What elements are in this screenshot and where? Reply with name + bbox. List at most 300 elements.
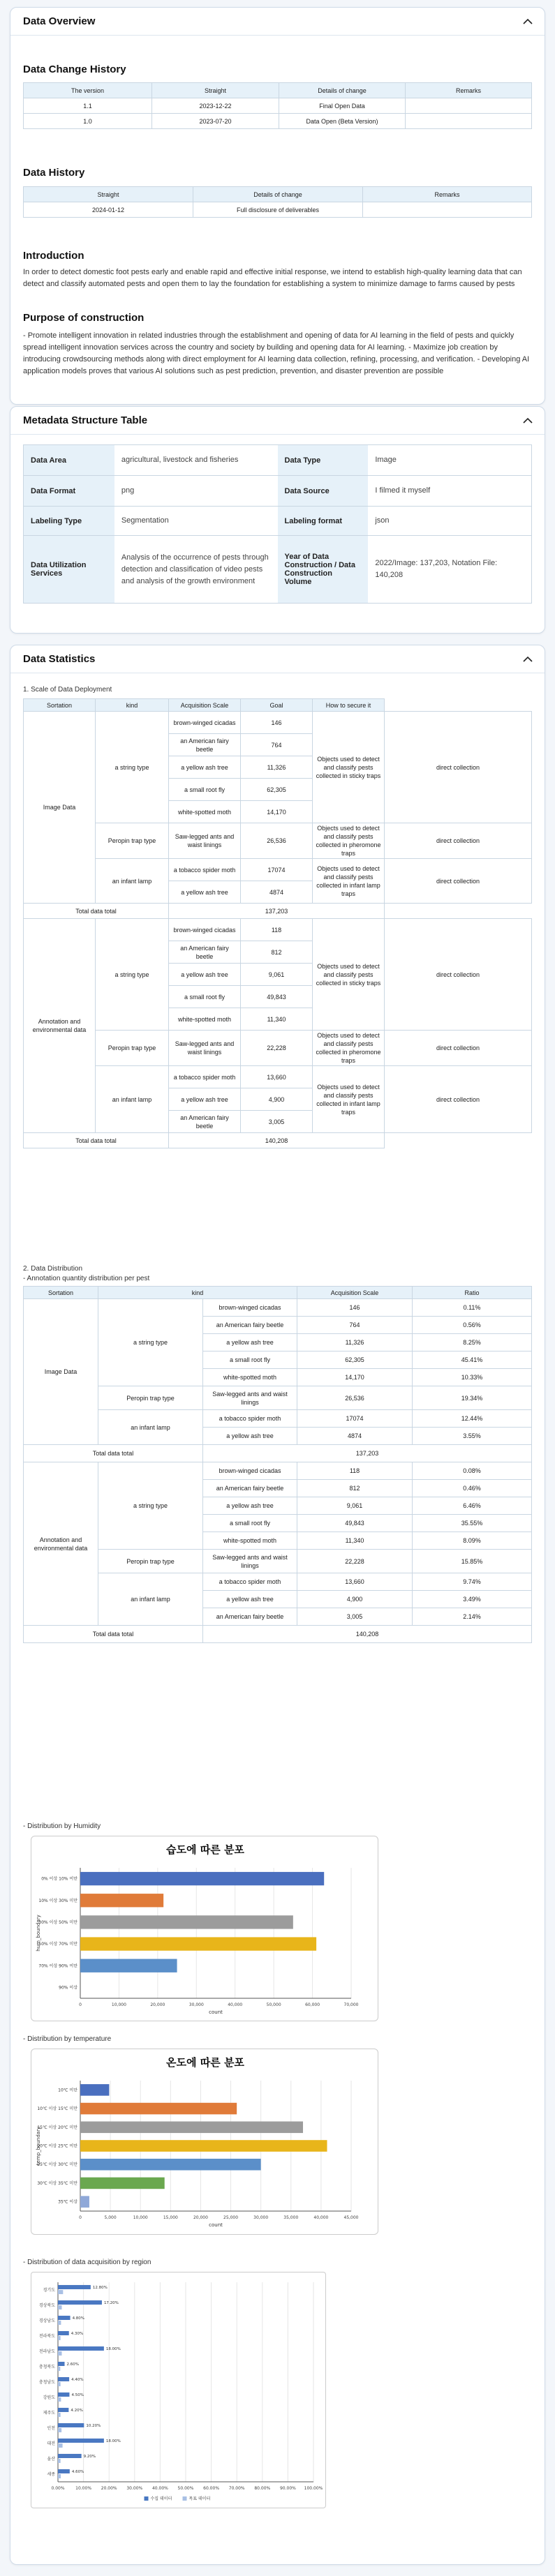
cell: an infant lamp (96, 1066, 169, 1133)
cell: 1.1 (24, 98, 152, 114)
bar (80, 2103, 237, 2115)
chevron-up-icon[interactable] (522, 654, 533, 665)
data-label: 18.00% (105, 2347, 121, 2351)
data-label: 4.40% (71, 2378, 84, 2382)
statistics-header[interactable] (10, 645, 545, 673)
y-tick-label: 90% 이상 (59, 1985, 77, 1991)
legend-label: 목표 데이터 (188, 2496, 211, 2501)
distribution-table (23, 1286, 532, 1643)
distribution-subheading: - Annotation quantity distribution per pest (23, 1275, 150, 1282)
cell: a yellow ash tree (169, 756, 241, 779)
bar (80, 2159, 261, 2171)
y-tick-label: 경상북도 (38, 2303, 55, 2308)
meta-key: Labeling Type (24, 507, 114, 535)
y-tick-label: 30℃ 이상 35℃ 미만 (37, 2180, 77, 2186)
cell: 137,203 (169, 904, 385, 919)
x-tick-label: 0.00% (51, 2486, 65, 2491)
x-tick-label: 30,000 (253, 2215, 269, 2220)
cell: 9.74% (413, 1573, 532, 1591)
cell: Objects used to detect and classify pests collected in sticky traps (313, 919, 385, 1031)
meta-key: Data Area (24, 445, 114, 475)
cell: Total data total (24, 1133, 169, 1148)
change-history-table (23, 82, 532, 129)
x-tick-label: 20,000 (150, 2002, 165, 2007)
bar (58, 2321, 61, 2325)
cell: 4,900 (297, 1591, 413, 1608)
table-row (24, 1410, 532, 1428)
cell: Total data total (24, 904, 169, 919)
humidity-chart-box (31, 1836, 378, 2021)
cell: Saw-legged ants and waist linings (169, 823, 241, 859)
cell: Goal (241, 699, 313, 712)
cell: a tobacco spider moth (169, 1066, 241, 1088)
x-tick-label: 60,000 (305, 2002, 320, 2007)
table-row (24, 1573, 532, 1591)
cell: 2.14% (413, 1608, 532, 1626)
cell: a yellow ash tree (203, 1428, 297, 1445)
y-tick-label: 25℃ 이상 30℃ 미만 (37, 2162, 77, 2168)
humidity-chart (31, 1836, 379, 2022)
cell: 140,208 (203, 1626, 532, 1643)
meta-key: Data Format (24, 476, 114, 506)
cell: a yellow ash tree (169, 881, 241, 904)
y-tick-label: 강원도 (43, 2395, 55, 2400)
y-tick-label: 충청북도 (38, 2365, 55, 2369)
cell: direct collection (385, 712, 532, 823)
cell: 10.33% (413, 1369, 532, 1386)
y-tick-label: 전라북도 (38, 2334, 55, 2339)
data-label: 4.80% (72, 2316, 85, 2321)
table-row (24, 1299, 532, 1317)
cell: 11,340 (297, 1532, 413, 1550)
cell: a small root fly (203, 1351, 297, 1369)
x-tick-label: 0 (79, 2002, 82, 2007)
bar (80, 1959, 177, 1972)
x-tick-label: 80.00% (254, 2486, 271, 2491)
y-tick-label: 제주도 (43, 2411, 55, 2416)
cell: 0.11% (413, 1299, 532, 1317)
cell: 22,228 (297, 1550, 413, 1573)
x-tick-label: 100.00% (304, 2486, 323, 2491)
cell: 12.44% (413, 1410, 532, 1428)
cell: 3,005 (297, 1608, 413, 1626)
cell: an American fairy beetle (203, 1317, 297, 1334)
x-tick-label: 45,000 (343, 2215, 359, 2220)
meta-value: json (375, 516, 390, 525)
cell: 812 (241, 941, 313, 964)
bar (58, 2413, 61, 2417)
x-tick-label: 5,000 (104, 2215, 117, 2220)
bar (58, 2443, 63, 2448)
data-history-table (23, 186, 532, 218)
cell: Acquisition Scale (169, 699, 241, 712)
cell: How to secure it (313, 699, 385, 712)
table-row (24, 202, 532, 218)
table-row (24, 114, 532, 129)
meta-value: png (121, 486, 135, 495)
data-label: 4.20% (71, 2409, 83, 2413)
cell: 62,305 (297, 1351, 413, 1369)
bar (58, 2408, 68, 2412)
x-axis-label: count (209, 2222, 223, 2228)
y-tick-label: 충청남도 (38, 2380, 55, 2385)
y-tick-label: 인천 (47, 2426, 55, 2431)
cell: Objects used to detect and classify pests collected in sticky traps (313, 712, 385, 823)
y-tick-label: 20℃ 이상 25℃ 미만 (37, 2143, 77, 2149)
th-version: The version (24, 83, 152, 98)
cell: 62,305 (241, 779, 313, 801)
cell: 0.46% (413, 1480, 532, 1497)
table-row (24, 823, 532, 859)
th-remarks: Remarks (406, 83, 532, 98)
cell: a string type (96, 712, 169, 823)
x-tick-label: 30.00% (126, 2486, 143, 2491)
bar (58, 2469, 70, 2473)
meta-key: Data Utilization Services (24, 536, 114, 603)
chevron-up-icon[interactable] (522, 16, 533, 27)
metadata-table (23, 444, 532, 604)
x-tick-label: 30,000 (188, 2002, 204, 2007)
cell: Full disclosure of deliverables (193, 202, 363, 218)
cell: Sortation (24, 699, 96, 712)
cell: 118 (297, 1462, 413, 1480)
cell: 2024-01-12 (24, 202, 193, 218)
metadata-row (24, 476, 531, 507)
cell (406, 98, 532, 114)
meta-key: Data Type (278, 445, 369, 475)
cell: kind (98, 1287, 297, 1299)
y-tick-label: 15℃ 이상 20℃ 미만 (37, 2125, 77, 2130)
cell: Peropin trap type (98, 1550, 203, 1573)
table-row (24, 1066, 532, 1088)
cell: Sortation (24, 1287, 98, 1299)
meta-value: Image (375, 456, 397, 464)
cell: Objects used to detect and classify pests collected in pheromone traps (313, 823, 385, 859)
cell: 14,170 (297, 1369, 413, 1386)
x-tick-label: 20.00% (101, 2486, 117, 2491)
cell: kind (96, 699, 169, 712)
bar (58, 2336, 61, 2340)
cell: 146 (297, 1299, 413, 1317)
cell: Peropin trap type (96, 1031, 169, 1066)
cell: 35.55% (413, 1515, 532, 1532)
cell: 8.25% (413, 1334, 532, 1351)
bar (80, 2178, 165, 2189)
cell: white-spotted moth (203, 1369, 297, 1386)
x-tick-label: 25,000 (223, 2215, 239, 2220)
cell: Peropin trap type (96, 823, 169, 859)
cell: 146 (241, 712, 313, 734)
total-row (24, 1445, 532, 1462)
x-tick-label: 10,000 (133, 2215, 148, 2220)
cell: 4874 (297, 1428, 413, 1445)
table-row (24, 1462, 532, 1480)
x-tick-label: 70.00% (228, 2486, 245, 2491)
statistics-card (10, 645, 545, 2565)
x-tick-label: 40.00% (151, 2486, 168, 2491)
x-tick-label: 90.00% (279, 2486, 296, 2491)
cell: an American fairy beetle (203, 1608, 297, 1626)
purpose-heading: Purpose of construction (23, 312, 145, 324)
cell: an American fairy beetle (169, 734, 241, 756)
cell: a small root fly (169, 779, 241, 801)
data-overview-card (10, 7, 545, 405)
cell: a yellow ash tree (203, 1497, 297, 1515)
metadata-card (10, 406, 545, 634)
cell: a string type (96, 919, 169, 1031)
chart-title: 습도에 따른 분포 (166, 1843, 244, 1856)
cell: an infant lamp (98, 1573, 203, 1626)
data-label: 4.30% (71, 2332, 84, 2336)
introduction-text: In order to detect domestic foot pests early and enable rapid and effective initial response, we intend to establish high-quality learning data that can detect and classify automated pests and open them to lay the foundation for establishing a system to minimize damage to farms caused by pests (23, 268, 522, 288)
th-remarks: Remarks (363, 187, 532, 202)
meta-value: Analysis of the occurrence of pests through detection and classification of video pests and analysis of the growth environment (121, 553, 269, 585)
y-tick-label: 10℃ 미만 (58, 2088, 77, 2093)
bar (58, 2346, 104, 2351)
x-tick-label: 70,000 (343, 2002, 359, 2007)
legend-swatch (145, 2496, 149, 2501)
region-label: - Distribution of data acquisition by region (23, 2259, 151, 2266)
cell: Saw-legged ants and waist linings (203, 1550, 297, 1573)
bar (58, 2351, 61, 2356)
bar (58, 2474, 61, 2478)
cell: direct collection (385, 919, 532, 1031)
data-label: 10.20% (86, 2424, 101, 2428)
cell: 13,660 (297, 1573, 413, 1591)
cell: an American fairy beetle (169, 941, 241, 964)
table-row (24, 1386, 532, 1410)
x-tick-label: 40,000 (228, 2002, 243, 2007)
bar (58, 2423, 84, 2427)
cell: 2023-12-22 (152, 98, 279, 114)
bar (58, 2331, 69, 2335)
cell: 3.49% (413, 1591, 532, 1608)
bar (58, 2459, 61, 2463)
x-tick-label: 20,000 (193, 2215, 208, 2220)
cell: direct collection (385, 1031, 532, 1066)
th-straight: Straight (152, 83, 279, 98)
y-tick-label: 대전 (47, 2441, 55, 2446)
y-tick-label: 경상남도 (38, 2319, 55, 2323)
y-tick-label: 70% 이상 90% 미만 (38, 1963, 77, 1969)
cell: white-spotted moth (169, 1008, 241, 1031)
metadata-row (24, 445, 531, 476)
chevron-up-icon[interactable] (522, 415, 533, 426)
cell: 812 (297, 1480, 413, 1497)
cell: an infant lamp (98, 1410, 203, 1445)
cell: 0.56% (413, 1317, 532, 1334)
y-tick-label: 30% 이상 50% 미만 (38, 1919, 77, 1925)
cell: 19.34% (413, 1386, 532, 1410)
meta-value: agricultural, livestock and fisheries (121, 456, 239, 464)
table-row (24, 712, 532, 734)
bar (80, 1937, 316, 1950)
cell: a yellow ash tree (169, 964, 241, 986)
region-chart-box (31, 2272, 326, 2508)
cell: white-spotted moth (203, 1532, 297, 1550)
metadata-header[interactable] (10, 407, 545, 435)
temperature-chart-box (31, 2049, 378, 2235)
cell: a string type (98, 1462, 203, 1550)
meta-key: Labeling format (278, 507, 369, 535)
bar (58, 2362, 65, 2366)
bar (80, 1915, 293, 1929)
cell: 1.0 (24, 114, 152, 129)
scale-heading: 1. Scale of Data Deployment (23, 686, 112, 694)
cell (363, 202, 532, 218)
cell: a yellow ash tree (203, 1591, 297, 1608)
meta-value: Segmentation (121, 516, 169, 525)
cell: Acquisition Scale (297, 1287, 413, 1299)
total-row (24, 904, 532, 919)
x-tick-label: 50.00% (177, 2486, 194, 2491)
cell: 140,208 (169, 1133, 385, 1148)
cell: 17074 (297, 1410, 413, 1428)
cell: 9,061 (241, 964, 313, 986)
bar (58, 2428, 61, 2432)
y-tick-label: 35℃ 이상 (58, 2199, 77, 2205)
cell: a tobacco spider moth (169, 859, 241, 881)
x-tick-label: 50,000 (266, 2002, 281, 2007)
data-label: 17.20% (103, 2301, 119, 2305)
cell: a string type (98, 1299, 203, 1386)
meta-key: Data Source (278, 476, 369, 506)
data-overview-header[interactable] (10, 8, 545, 36)
legend-label: 수집 데이터 (150, 2496, 172, 2501)
cell (406, 114, 532, 129)
cell: Saw-legged ants and waist linings (203, 1386, 297, 1410)
cell: direct collection (385, 823, 532, 859)
cell: a yellow ash tree (203, 1334, 297, 1351)
cell: Objects used to detect and classify pests collected in infant lamp traps (313, 859, 385, 904)
cell: white-spotted moth (169, 801, 241, 823)
cell: 14,170 (241, 801, 313, 823)
bar (58, 2397, 61, 2402)
cell: 49,843 (297, 1515, 413, 1532)
cell: an infant lamp (96, 859, 169, 904)
chart-title: 온도에 따른 분포 (166, 2056, 244, 2069)
cell: Ratio (413, 1287, 532, 1299)
cell: direct collection (385, 1066, 532, 1133)
x-axis-label: count (209, 2009, 223, 2015)
meta-value: 2022/Image: 137,203, Notation File: 140,208 (375, 559, 498, 579)
metadata-row (24, 536, 531, 603)
introduction-heading: Introduction (23, 250, 84, 262)
table-row (24, 919, 532, 941)
data-label: 2.60% (66, 2362, 80, 2367)
y-tick-label: 전라남도 (38, 2349, 55, 2354)
bar (58, 2439, 104, 2443)
cell: an American fairy beetle (203, 1480, 297, 1497)
cell: Saw-legged ants and waist linings (169, 1031, 241, 1066)
metadata-title: Metadata Structure Table (23, 414, 148, 426)
cell: 4,900 (241, 1088, 313, 1111)
bar (58, 2305, 61, 2309)
total-row (24, 1626, 532, 1643)
x-tick-label: 0 (79, 2215, 82, 2220)
region-chart (31, 2272, 327, 2509)
purpose-text: - Promote intelligent innovation in related industries through the establishment and opening of data for AI learning in the field of pests and quickly spread intelligent innovation services across the country and society by building and opening data for AI learning. - Maximize job creation by introducing crowdsourcing methods along with direct employment for AI learning data collection, refining, processing, and verification. - Developing AI application models proves that various AI solutions such as pest prediction, prevention, and disaster prevention are possible (23, 331, 530, 375)
cell: Annotation and environmental data (24, 919, 96, 1133)
cell: Objects used to detect and classify pests collected in pheromone traps (313, 1031, 385, 1066)
data-label: 4.50% (71, 2393, 84, 2397)
bar (58, 2454, 82, 2458)
y-tick-label: 0% 이상 10% 미만 (41, 1876, 77, 1882)
bar (80, 2196, 89, 2208)
cell: 2023-07-20 (152, 114, 279, 129)
table-row (24, 1550, 532, 1573)
total-row (24, 1133, 532, 1148)
cell: 764 (241, 734, 313, 756)
cell: 13,660 (241, 1066, 313, 1088)
cell: 3.55% (413, 1428, 532, 1445)
y-tick-label: 경기도 (43, 2288, 55, 2293)
bar (58, 2382, 61, 2386)
bar (80, 1872, 324, 1885)
th-straight: Straight (24, 187, 193, 202)
y-tick-label: 세종 (47, 2472, 55, 2477)
cell: 26,536 (241, 823, 313, 859)
y-tick-label: 10℃ 이상 15℃ 미만 (37, 2106, 77, 2112)
statistics-title: Data Statistics (23, 653, 96, 665)
y-tick-label: 10% 이상 30% 미만 (38, 1898, 77, 1903)
humidity-label: - Distribution by Humidity (23, 1822, 101, 1830)
cell: a yellow ash tree (169, 1088, 241, 1111)
y-axis-label: temp_boundary (36, 2126, 41, 2166)
x-tick-label: 40,000 (313, 2215, 329, 2220)
data-history-heading: Data History (23, 167, 85, 179)
y-axis-label: hum_boundary (36, 1915, 41, 1952)
bar (58, 2300, 102, 2305)
x-tick-label: 35,000 (283, 2215, 299, 2220)
cell: brown-winged cicadas (169, 712, 241, 734)
table-row (24, 859, 532, 881)
cell: 49,843 (241, 986, 313, 1008)
meta-key: Year of Data Construction / Data Construction Volume (278, 536, 369, 603)
bar (80, 2084, 109, 2096)
scale-table (23, 698, 532, 1148)
legend-swatch (183, 2496, 187, 2501)
bar (58, 2377, 69, 2381)
cell: 6.46% (413, 1497, 532, 1515)
cell: a tobacco spider moth (203, 1573, 297, 1591)
temperature-label: - Distribution by temperature (23, 2035, 112, 2043)
change-history-heading: Data Change History (23, 63, 126, 75)
x-tick-label: 10.00% (75, 2486, 92, 2491)
cell: Total data total (24, 1445, 203, 1462)
cell: a small root fly (203, 1515, 297, 1532)
x-tick-label: 15,000 (163, 2215, 178, 2220)
cell: brown-winged cicadas (203, 1299, 297, 1317)
data-label: 18.00% (105, 2439, 121, 2443)
cell: direct collection (385, 859, 532, 904)
table-row (24, 98, 532, 114)
cell: 11,326 (297, 1334, 413, 1351)
cell: 137,203 (203, 1445, 532, 1462)
metadata-row (24, 507, 531, 536)
cell: 17074 (241, 859, 313, 881)
data-label: 9.20% (83, 2455, 96, 2459)
cell: brown-winged cicadas (203, 1462, 297, 1480)
x-tick-label: 10,000 (111, 2002, 126, 2007)
bar (58, 2290, 63, 2294)
y-tick-label: 울산 (47, 2457, 55, 2462)
distribution-heading: 2. Data Distribution (23, 1265, 83, 1273)
cell: Peropin trap type (98, 1386, 203, 1410)
cell: a tobacco spider moth (203, 1410, 297, 1428)
meta-value: I filmed it myself (375, 486, 431, 495)
bar (80, 2140, 327, 2152)
